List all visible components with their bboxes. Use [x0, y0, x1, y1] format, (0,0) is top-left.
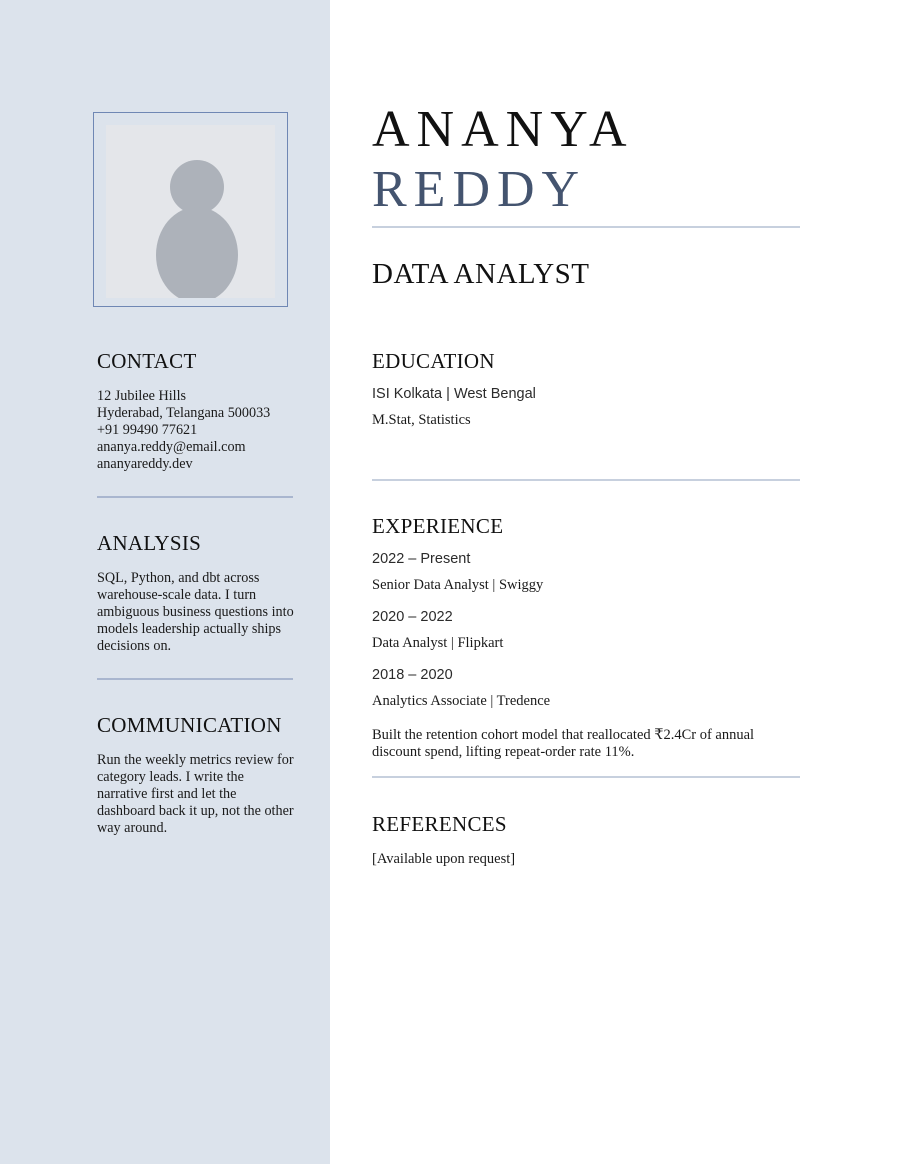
communication-heading: COMMUNICATION: [97, 713, 282, 737]
experience-heading: EXPERIENCE: [372, 514, 504, 538]
job-dates: 2020 – 2022: [372, 609, 453, 625]
name-divider: [372, 226, 800, 228]
section-divider: [372, 776, 800, 778]
first-name: ANANYA: [372, 101, 634, 158]
analysis-text: SQL, Python, and dbt across warehouse-scale data. I turn ambiguous business questions into models leadership actually ships decisions on.: [97, 570, 294, 654]
sidebar-divider: [97, 678, 293, 680]
job-title: DATA ANALYST: [372, 258, 590, 290]
contact-website[interactable]: ananyareddy.dev: [97, 456, 193, 472]
contact-email[interactable]: ananya.reddy@email.com: [97, 439, 246, 455]
photo-placeholder: [106, 125, 275, 298]
contact-address-line1: 12 Jubilee Hills: [97, 388, 187, 404]
profile-photo: [93, 112, 288, 307]
communication-text: Run the weekly metrics review for category leads. I write the narrative first and let the dashboard back it up, not the other way around.: [97, 752, 294, 836]
education-heading: EDUCATION: [372, 349, 495, 373]
contact-heading: CONTACT: [97, 349, 197, 373]
education-school: ISI Kolkata | West Bengal: [372, 386, 536, 402]
job-role: Senior Data Analyst | Swiggy: [372, 577, 544, 593]
section-divider: [372, 479, 800, 481]
job-dates: 2018 – 2020: [372, 667, 453, 683]
education-degree: M.Stat, Statistics: [372, 412, 471, 428]
references-text: [Available upon request]: [372, 851, 516, 867]
job-role: Analytics Associate | Tredence: [372, 693, 551, 709]
experience-summary: Built the retention cohort model that reallocated ₹2.4Cr of annual discount spend, lifting repeat-order rate 11%.: [372, 727, 755, 760]
last-name: REDDY: [372, 161, 587, 218]
contact-phone: +91 99490 77621: [97, 422, 198, 438]
job-dates: 2022 – Present: [372, 551, 471, 567]
job-role: Data Analyst | Flipkart: [372, 635, 504, 651]
references-heading: REFERENCES: [372, 812, 507, 836]
sidebar-divider: [97, 496, 293, 498]
analysis-heading: ANALYSIS: [97, 531, 202, 555]
person-silhouette-icon: [106, 125, 275, 298]
contact-block: [97, 388, 297, 473]
contact-address-line2: Hyderabad, Telangana 500033: [97, 405, 271, 421]
